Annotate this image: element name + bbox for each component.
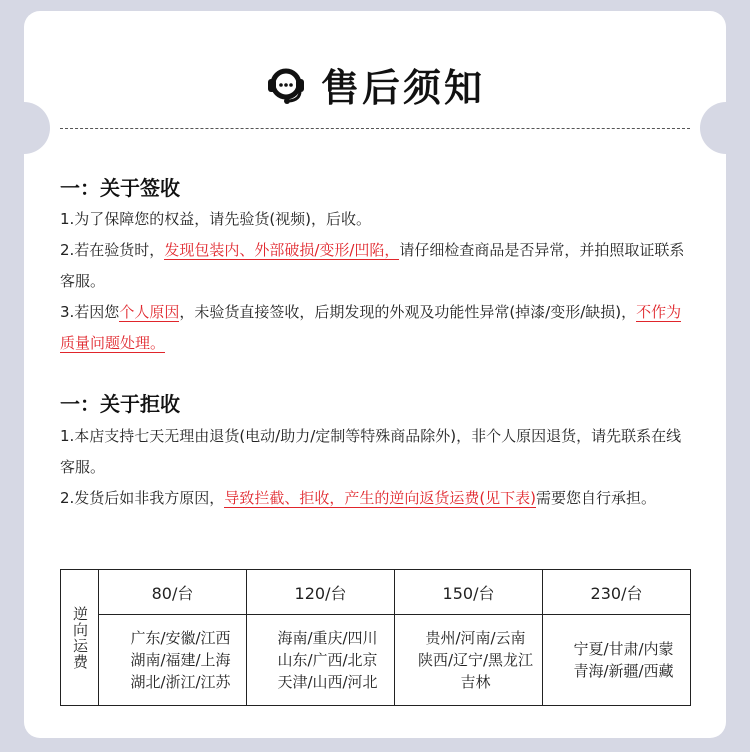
headset-icon bbox=[265, 63, 307, 105]
price-row bbox=[61, 570, 691, 615]
highlight-return-freight: 导致拦截、拒收，产生的逆向返货运费(见下表) bbox=[224, 489, 537, 507]
dashed-divider bbox=[60, 128, 690, 129]
sign-item-2: 2.若在验货时，发现包装内、外部破损/变形/凹陷，请仔细检查商品是否异常，并拍照取证联系客服。 bbox=[60, 241, 685, 290]
regions-row bbox=[61, 615, 691, 706]
price-cell: 150/台 bbox=[395, 570, 543, 615]
section-title-reject: 一：关于拒收 bbox=[60, 392, 180, 416]
page-title: 售后须知 bbox=[320, 65, 485, 110]
highlight-not-quality-issue: 不作为质量问题处理。 bbox=[60, 303, 682, 352]
regions-cell: 广东/安徽/江西 湖南/福建/上海 湖北/浙江/江苏 bbox=[99, 615, 247, 706]
sign-item-3: 3.若因您个人原因，未验货直接签收，后期发现的外观及功能性异常(掉漆/变形/缺损)，不作为质量问题处理。 bbox=[60, 303, 682, 352]
notice-header bbox=[24, 49, 726, 119]
reject-item-1: 1.本店支持七天无理由退货(电动/助力/定制等特殊商品除外)，非个人原因退货，请先联系在线客服。 bbox=[60, 427, 682, 476]
highlight-damage: 发现包装内、外部破损/变形/凹陷， bbox=[164, 241, 400, 259]
highlight-personal-reason: 个人原因 bbox=[119, 303, 180, 321]
regions-cell: 海南/重庆/四川 山东/广西/北京 天津/山西/河北 bbox=[247, 615, 395, 706]
table-side-label: 逆向运费 bbox=[61, 570, 99, 706]
sign-item-1: 1.为了保障您的权益，请先验货(视频)，后收。 bbox=[60, 210, 372, 228]
price-cell: 120/台 bbox=[247, 570, 395, 615]
price-cell: 80/台 bbox=[99, 570, 247, 615]
notice-card bbox=[24, 11, 726, 738]
section-title-sign: 一：关于签收 bbox=[60, 176, 180, 200]
price-cell: 230/台 bbox=[543, 570, 691, 615]
return-freight-table bbox=[60, 569, 691, 706]
regions-cell: 贵州/河南/云南 陕西/辽宁/黑龙江 吉林 bbox=[395, 615, 543, 706]
regions-cell: 宁夏/甘肃/内蒙 青海/新疆/西藏 bbox=[543, 615, 691, 706]
reject-item-2: 2.发货后如非我方原因，导致拦截、拒收，产生的逆向返货运费(见下表)需要您自行承担。 bbox=[60, 489, 657, 507]
